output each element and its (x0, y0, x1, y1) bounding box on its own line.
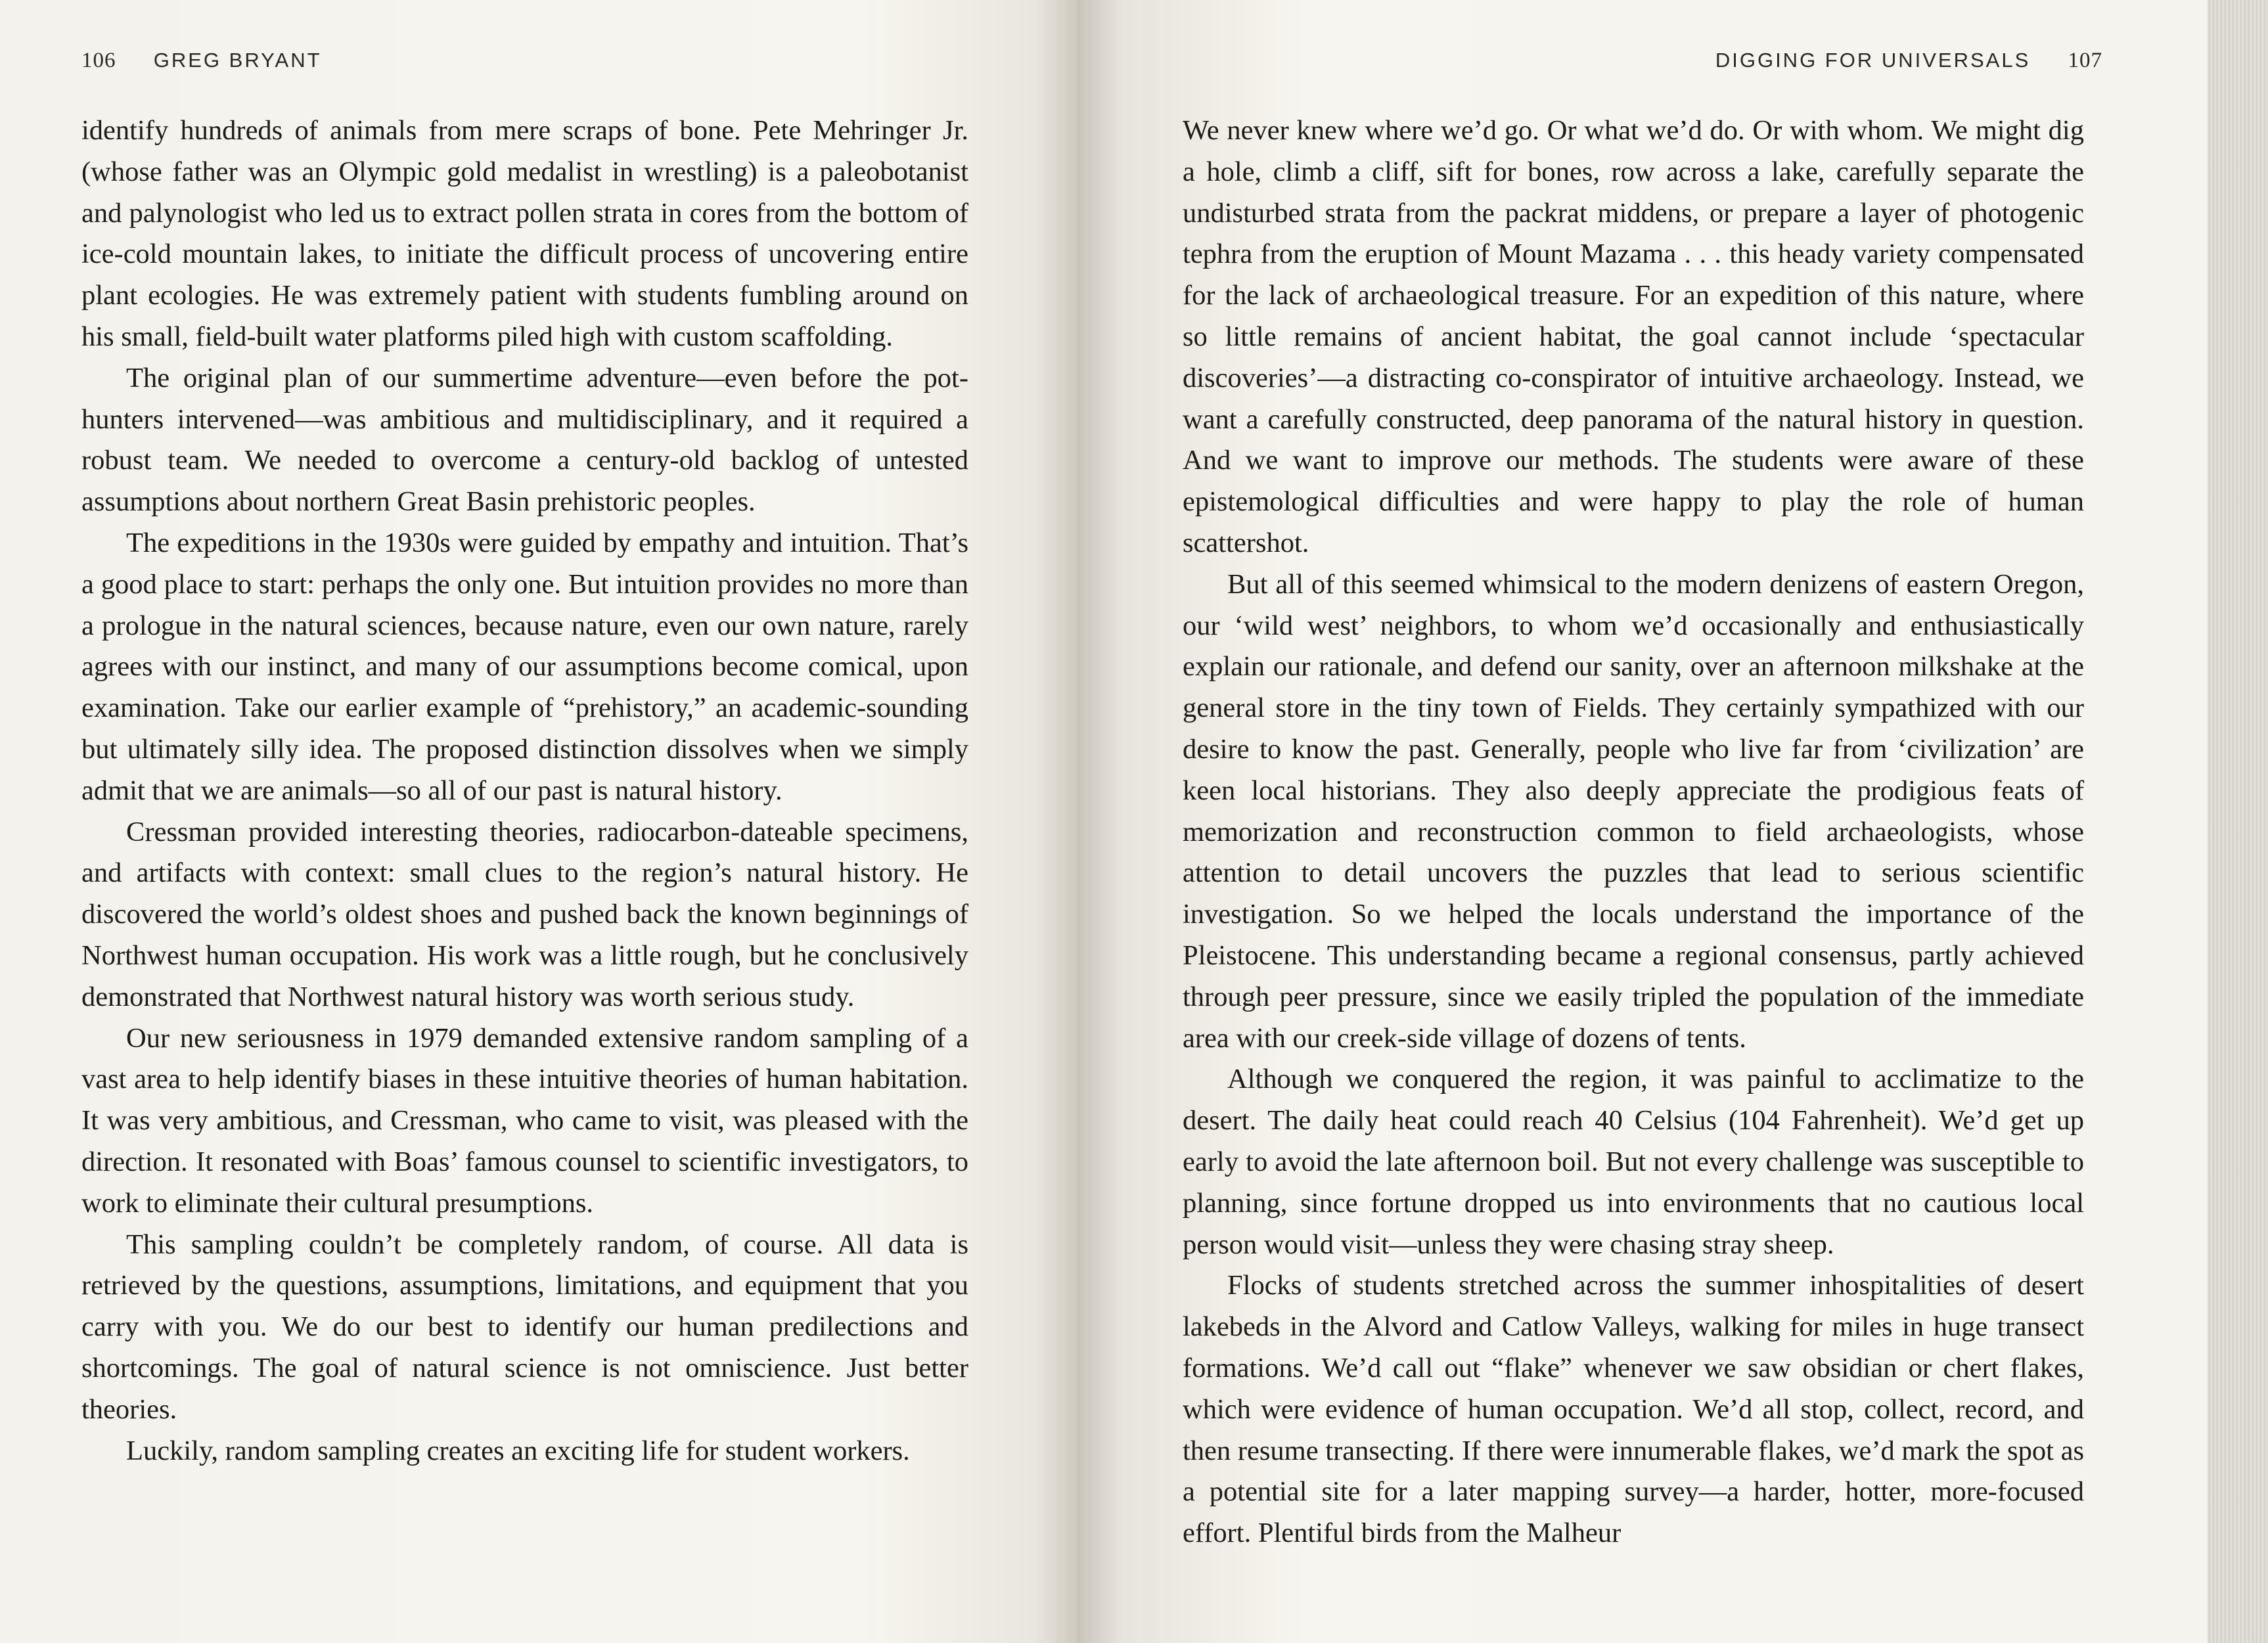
left-running-head (81, 49, 322, 73)
left-header-author: GREG BRYANT (153, 49, 322, 72)
paragraph: The original plan of our summertime adventure—even before the pot-hunters intervened—was ambitious and multidisciplinary, and it required a robust team. We needed to overcome a century-old backlog of untested assumptions about northern Great Basin prehistoric peoples. (81, 362, 968, 518)
left-folio: 106 (81, 49, 116, 72)
paragraph: Although we conquered the region, it was painful to acclimatize to the desert. The daily heat could reach 40 Celsius (104 Fahrenheit). We’d get up early to avoid the late afternoon boil. But not every challenge was susceptible to planning, since fortune dropped us into environments that no cautious local person would visit—unless they were chasing stray sheep. (1183, 1064, 2084, 1260)
right-folio: 107 (2068, 49, 2102, 72)
paragraph: This sampling couldn’t be completely random, of course. All data is retrieved by the questions, assumptions, limitations, and equipment that you carry with you. We do our best to identify our human predilections and shortcomings. The goal of natural science is not omniscience. Just better theories. (81, 1228, 968, 1425)
paragraph: Our new seriousness in 1979 demanded extensive random sampling of a vast area to help identify biases in these intuitive theories of human habitation. It was very ambitious, and Cressman, who came to visit, was pleased with the direction. It resonated with Boas’ famous counsel to scientific investigators, to work to eliminate their cultural presumptions. (81, 1022, 968, 1219)
left-body-text (81, 110, 968, 1472)
page-edges (2208, 0, 2268, 1643)
paragraph: Flocks of students stretched across the summer inhospitalities of desert lakebeds in the Alvord and Catlow Valleys, walking for miles in huge transect formations. We’d call out “flake” whenever we saw obsidian or chert flakes, which were evidence of human occupation. We’d all stop, collect, record, and then resume transecting. If there were innumerable flakes, we’d mark the spot as a potential site for a later mapping survey—a harder, hotter, more-focused effort. Plentiful birds from the Malheur (1183, 1270, 2084, 1549)
paragraph: But all of this seemed whimsical to the modern denizens of eastern Oregon, our ‘wild west’ neighbors, to whom we’d occasionally and enthusiastically explain our rationale, and defend our sanity, over an afternoon milkshake at the general store in the tiny town of Fields. They certainly sympathized with our desire to know the past. Generally, people who live far from ‘civilization’ are keen local historians. They also deeply appreciate the prodigious feats of memorization and reconstruction common to field archaeologists, whose attention to detail uncovers the puzzles that lead to serious scientific investigation. So we helped the locals understand the importance of the Pleistocene. This understanding became a regional consensus, partly achieved through peer pressure, since we easily tripled the population of the immediate area with our creek-side village of dozens of tents. (1183, 568, 2084, 1054)
paragraph: Cressman provided interesting theories, radiocarbon-dateable specimens, and artifacts with context: small clues to the region’s natural history. He discovered the world’s oldest shoes and pushed back the known beginnings of Northwest human occupation. His work was a little rough, but he conclusively demonstrated that Northwest natural history was worth serious study. (81, 816, 968, 1012)
paragraph: identify hundreds of animals from mere scraps of bone. Pete Mehringer Jr. (whose father was an Olympic gold medalist in wrestling) is a paleobotanist and palynologist who led us to extract pollen strata in cores from the bottom of ice-cold mountain lakes, to initiate the difficult process of uncovering entire plant ecologies. He was extremely patient with students fumbling around on his small, field-built water platforms piled high with custom scaffolding. (81, 115, 968, 352)
right-body-text (1183, 110, 2084, 1554)
paragraph: We never knew where we’d go. Or what we’d do. Or with whom. We might dig a hole, climb a cliff, sift for bones, row across a lake, carefully separate the undisturbed strata from the packrat middens, or prepare a layer of photogenic tephra from the eruption of Mount Mazama . . . this heady variety compensated for the lack of archaeological treasure. For an expedition of this nature, where so little remains of ancient habitat, the goal cannot include ‘spectacular discoveries’—a distracting co-conspirator of intuitive archaeology. Instead, we want a carefully constructed, deep panorama of the natural history in question. And we want to improve our methods. The students were aware of these epistemological difficulties and were happy to play the role of human scattershot. (1183, 115, 2084, 558)
left-page (0, 0, 1077, 1643)
right-header-title: DIGGING FOR UNIVERSALS (1715, 49, 2031, 72)
right-running-head (1715, 49, 2102, 73)
paragraph: Luckily, random sampling creates an exciting life for student workers. (126, 1435, 910, 1466)
paragraph: The expeditions in the 1930s were guided by empathy and intuition. That’s a good place to start: perhaps the only one. But intuition provides no more than a prologue in the natural sciences, because nature, even our own nature, rarely agrees with our instinct, and many of our assumptions become comical, upon examination. Take our earlier example of “prehistory,” an academic-sounding but ultimately silly idea. The proposed distinction dissolves when we simply admit that we are animals—so all of our past is natural history. (81, 527, 968, 806)
right-page (1077, 0, 2208, 1643)
